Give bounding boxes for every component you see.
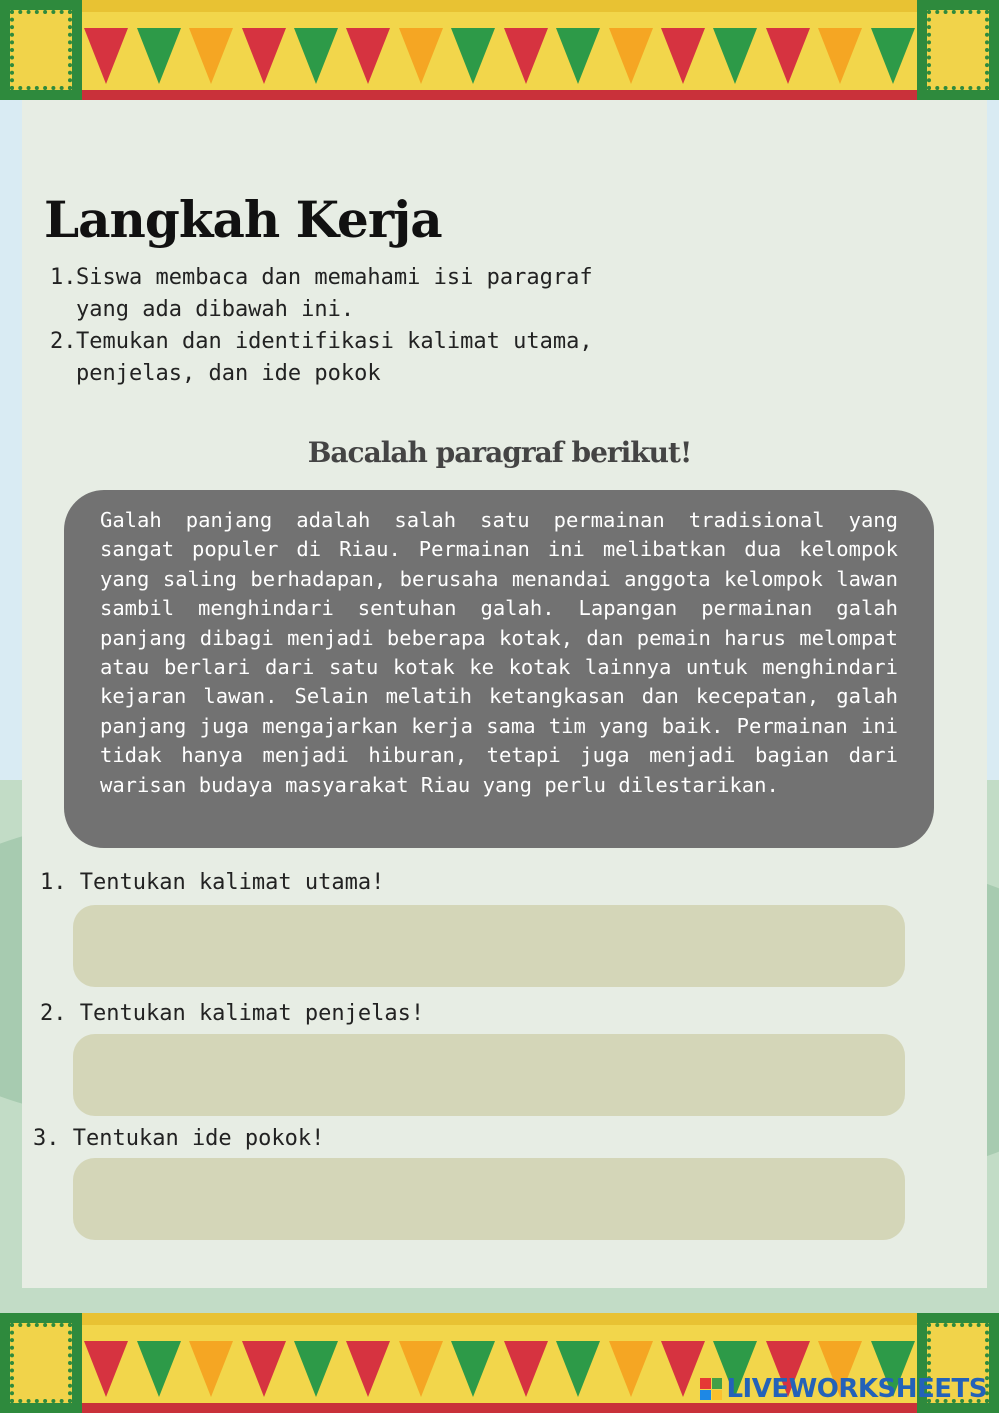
- answer-field-3[interactable]: [73, 1158, 905, 1240]
- answer-field-2[interactable]: [73, 1034, 905, 1116]
- liveworksheets-wordmark: LIVEWORKSHEETS: [726, 1374, 987, 1404]
- ornament-icon: [0, 1313, 82, 1413]
- liveworksheets-logo: [700, 1374, 987, 1404]
- liveworksheets-icon: [700, 1378, 722, 1400]
- step-text: Siswa membaca dan memahami isi paragraf yang ada dibawah ini.: [76, 265, 593, 322]
- ornament-icon: [0, 0, 82, 100]
- top-decorative-border: [0, 0, 999, 100]
- work-steps-list: [50, 262, 610, 390]
- step-item: [50, 326, 610, 390]
- reading-paragraph: Galah panjang adalah salah satu permainan tradisional yang sangat populer di Riau. Permainan ini melibatkan dua kelompok yang saling berhadapan, berusaha menandai anggota kelompok lawan sambil menghindari sentuhan galah. Lapangan permainan galah panjang dibagi menjadi beberapa kotak, dan pemain harus melompat atau berlari dari satu kotak ke kotak lainnya untuk menghindari kejaran lawan. Selain melatih ketangkasan dan kecepatan, galah panjang juga mengajarkan kerja sama tim yang baik. Permainan ini tidak hanya menjadi hiburan, tetapi juga menjadi bagian dari warisan budaya masyarakat Riau yang perlu dilestarikan.: [100, 508, 898, 797]
- question-2-label: 2. Tentukan kalimat penjelas!: [40, 1001, 425, 1026]
- reading-heading: Bacalah paragraf berikut!: [307, 436, 692, 469]
- paragraph-box: [64, 490, 934, 848]
- question-1-label: 1. Tentukan kalimat utama!: [40, 870, 385, 895]
- question-3-label: 3. Tentukan ide pokok!: [33, 1126, 325, 1151]
- step-item: [50, 262, 610, 326]
- step-number: 2.: [50, 329, 77, 354]
- step-number: 1.: [50, 265, 77, 290]
- ornament-icon: [917, 0, 999, 100]
- page-title: Langkah Kerja: [44, 190, 442, 249]
- step-text: Temukan dan identifikasi kalimat utama, penjelas, dan ide pokok: [76, 329, 593, 386]
- answer-field-1[interactable]: [73, 905, 905, 987]
